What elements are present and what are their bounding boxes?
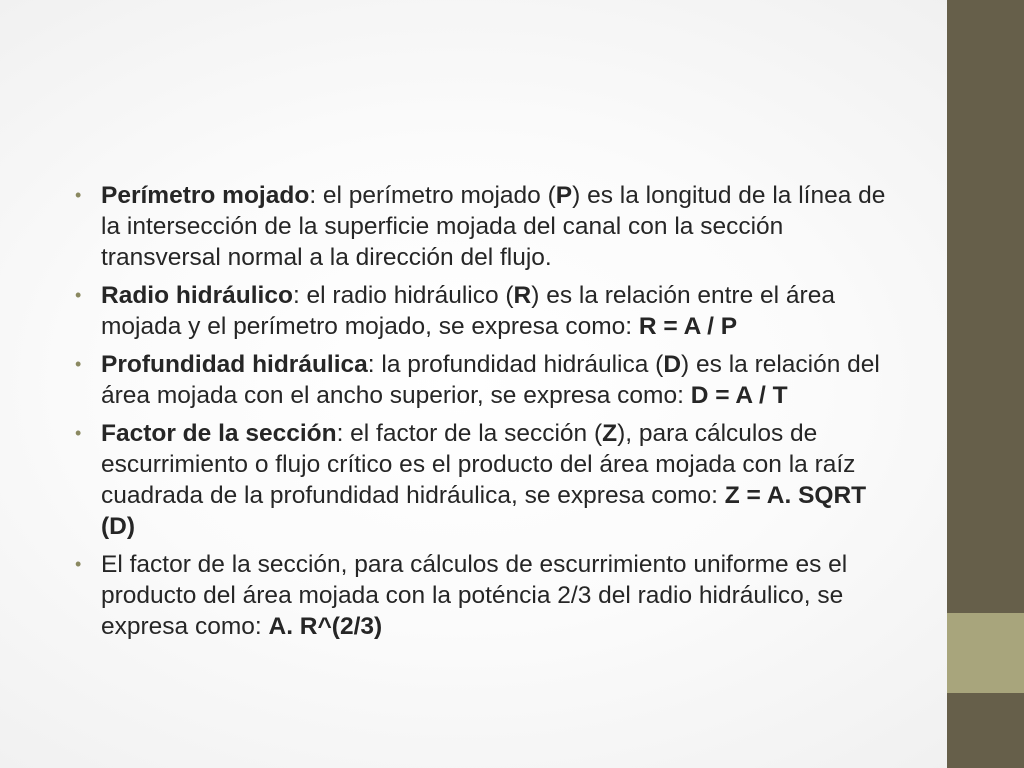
bullet-list xyxy=(72,180,902,642)
formula: R = A / P xyxy=(638,313,738,340)
slide-content xyxy=(72,180,902,649)
definition-text: ) es la relación entre el área mojada y el perímetro mojado, se expresa como: xyxy=(101,282,835,340)
formula: Z = A. SQRT (D) xyxy=(101,482,867,540)
definition-text: ), para cálculos de escurrimiento o flujo crítico es el producto del área mojada con la raíz cuadrada de la profundidad hidráulica, se expresa como: xyxy=(101,420,856,509)
bullet-icon: • xyxy=(75,354,82,374)
bullet-item-factor-seccion xyxy=(72,418,902,542)
term: Profundidad hidráulica xyxy=(101,351,368,378)
side-bar-dark-segment xyxy=(947,0,1024,613)
bullet-item-radio-hidraulico xyxy=(72,280,902,342)
formula: D = A / T xyxy=(690,382,788,409)
symbol: Z xyxy=(602,420,618,447)
symbol: P xyxy=(555,182,573,209)
definition-text: : la profundidad hidráulica ( xyxy=(367,351,664,378)
bullet-icon: • xyxy=(75,185,82,205)
side-decoration-bar xyxy=(947,0,1024,768)
definition-text: ) es la relación del área mojada con el ancho superior, se expresa como: xyxy=(101,351,880,409)
definition-text: : el radio hidráulico ( xyxy=(292,282,514,309)
symbol: D xyxy=(663,351,682,378)
formula: A. R^(2/3) xyxy=(268,613,383,640)
symbol: R xyxy=(513,282,532,309)
bullet-item-profundidad-hidraulica xyxy=(72,349,902,411)
bullet-item-perimetro-mojado xyxy=(72,180,902,273)
definition-text: El factor de la sección, para cálculos de escurrimiento uniforme es el producto del área mojada con la poténcia 2/3 del radio hidráulico, se expresa como: xyxy=(101,551,848,640)
term: Perímetro mojado xyxy=(101,182,310,209)
bullet-icon: • xyxy=(75,285,82,305)
side-bar-dark-segment-bottom xyxy=(947,693,1024,768)
term: Factor de la sección xyxy=(101,420,337,447)
bullet-icon: • xyxy=(75,554,82,574)
definition-text: : el perímetro mojado ( xyxy=(309,182,556,209)
bullet-icon: • xyxy=(75,423,82,443)
bullet-item-factor-seccion-uniforme xyxy=(72,549,902,642)
definition-text: ) es la longitud de la línea de la intersección de la superficie mojada del canal con la sección transversal normal a la dirección del flujo. xyxy=(101,182,886,271)
term: Radio hidráulico xyxy=(101,282,293,309)
definition-text: : el factor de la sección ( xyxy=(336,420,603,447)
side-bar-accent-segment xyxy=(947,613,1024,693)
